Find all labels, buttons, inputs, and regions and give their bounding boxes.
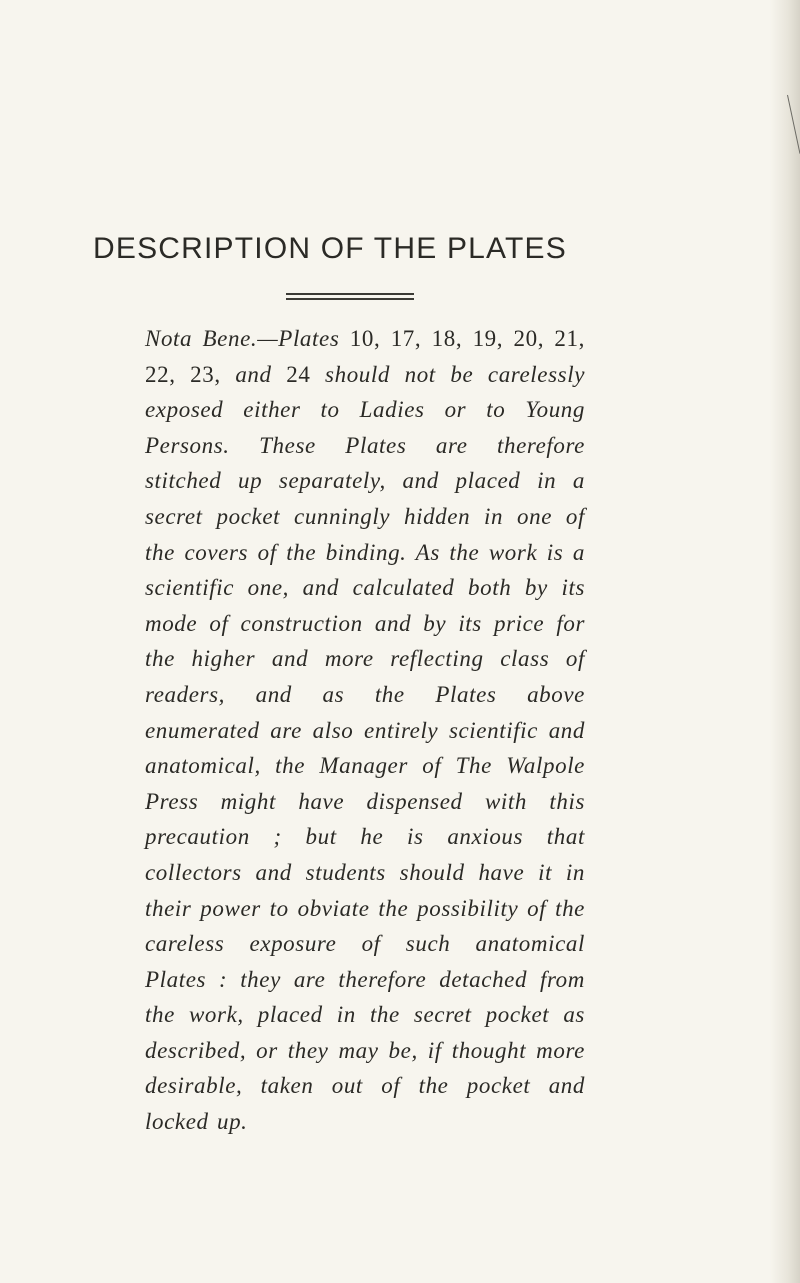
title-rule-upper <box>286 293 414 295</box>
nota-bene-paragraph <box>145 321 585 1140</box>
title-rule-lower <box>286 298 414 300</box>
nota-bene-dash: — <box>257 326 279 351</box>
and-word: and <box>235 361 272 387</box>
plate-numbers: 10, 17, 18, 19, 20, 21, 22, 23, <box>145 326 585 387</box>
page-edge-shadow <box>770 0 800 1283</box>
page-title: DESCRIPTION OF THE PLATES <box>93 232 567 265</box>
plates-word: Plates <box>278 326 340 351</box>
last-plate-number: 24 <box>286 361 311 387</box>
nota-bene-label: Nota Bene. <box>145 326 258 351</box>
nota-bene-text: should not be carelessly exposed either to Ladies or to Young Persons. These Plates are therefore stitched up separately, and placed in a secret pocket cunningly hidden in one of the covers of the binding. As the work is a scientific one, and calculated both by its mode of construction and by its price for the higher and more reflecting class of readers, and as the Plates above enumerated are also entirely scientific and anatomical, the Manager of The Walpole Press might have dispensed with this precaution ; but he is anxious that collectors and students should have it in their power to obviate the possibility of the careless exposure of such anatomical Plates : they are therefore detached from the work, placed in the secret pocket as described, or they may be, if thought more desirable, taken out of the pocket and locked up. <box>145 361 585 1135</box>
